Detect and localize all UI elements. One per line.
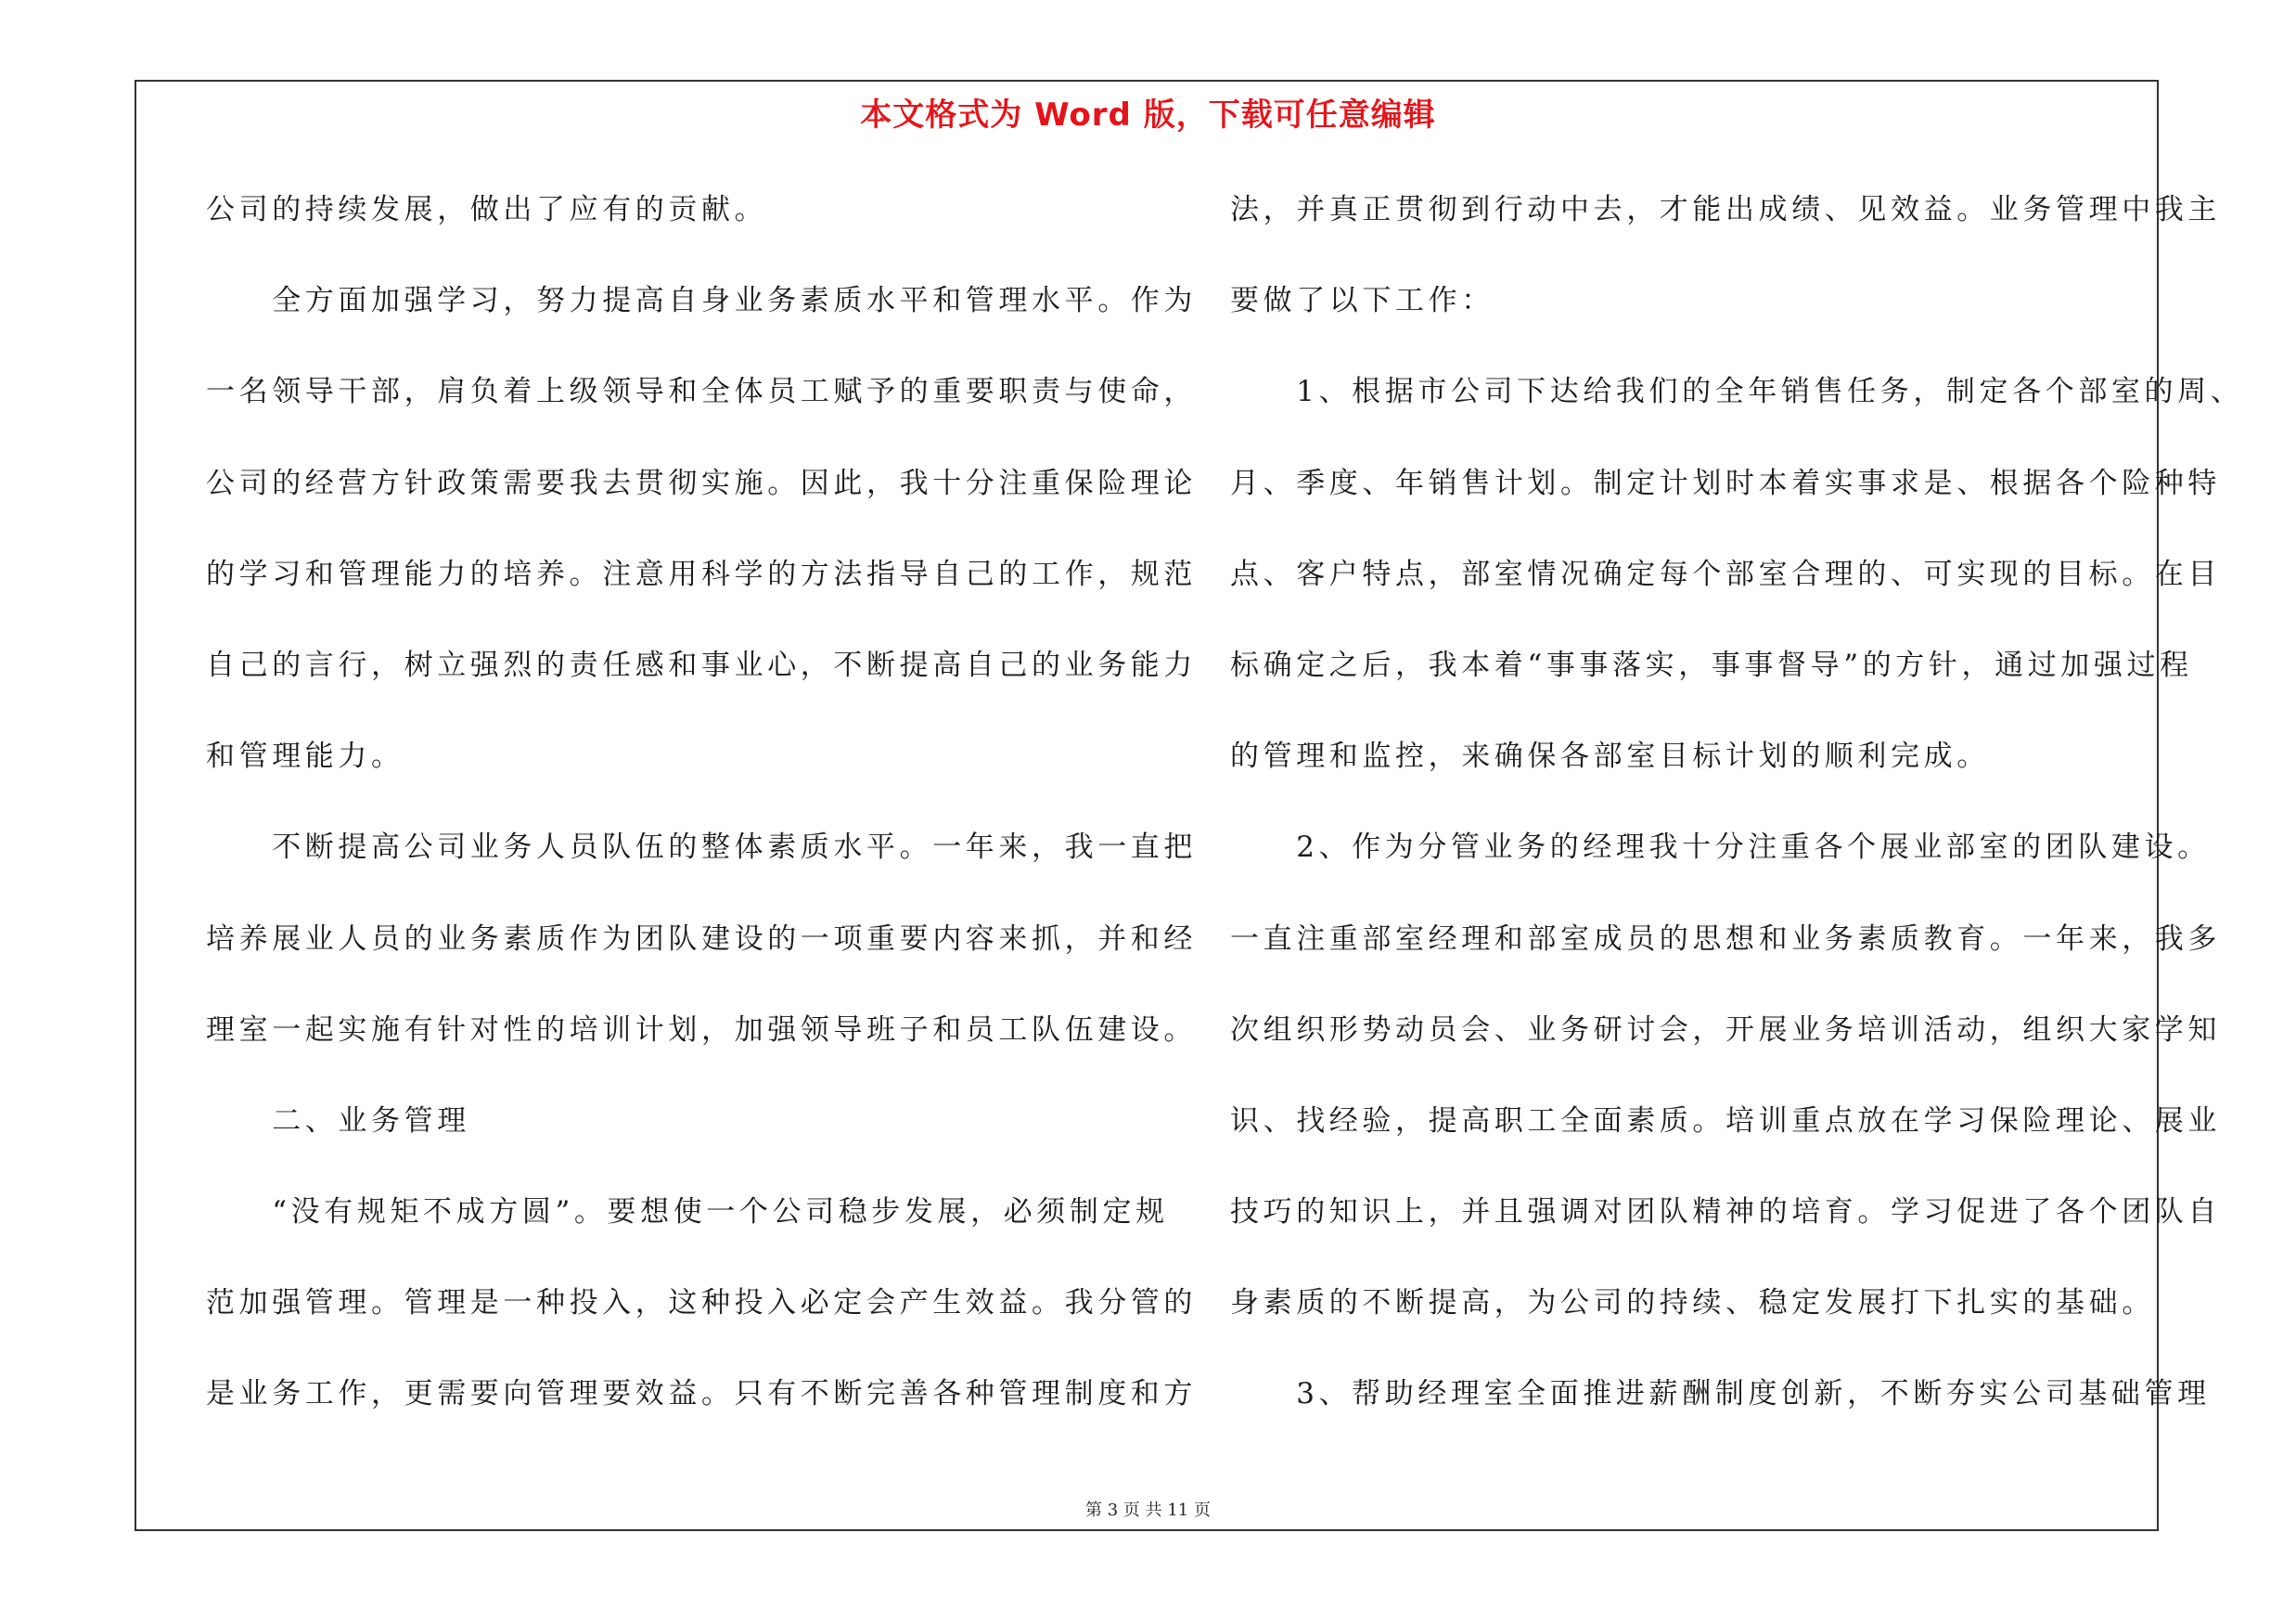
text-line: 识、找经验，提高职工全面素质。培训重点放在学习保险理论、展业 bbox=[1230, 1103, 2221, 1138]
text-line: 范加强管理。管理是一种投入，这种投入必定会产生效益。我分管的 bbox=[206, 1286, 1197, 1320]
text-line: 点、客户特点，部室情况确定每个部室合理的、可实现的目标。在目 bbox=[1230, 557, 2221, 591]
format-notice-banner: 本文格式为 Word 版，下载可任意编辑 bbox=[860, 97, 1436, 134]
text-line: 1、根据市公司下达给我们的全年销售任务，制定各个部室的周、 bbox=[1230, 375, 2244, 409]
text-line: 要做了以下工作： bbox=[1230, 284, 1494, 318]
text-line: 培养展业人员的业务素质作为团队建设的一项重要内容来抓，并和经 bbox=[206, 921, 1197, 956]
text-line: 公司的经营方针政策需要我去贯彻实施。因此，我十分注重保险理论 bbox=[206, 466, 1197, 500]
text-line: 一名领导干部，肩负着上级领导和全体员工赋予的重要职责与使命， bbox=[206, 375, 1197, 409]
page-number-footer: 第 3 页 共 11 页 bbox=[1085, 1501, 1211, 1520]
text-line: 身素质的不断提高，为公司的持续、稳定发展打下扎实的基础。 bbox=[1230, 1286, 2155, 1320]
text-line: 自己的言行，树立强烈的责任感和事业心，不断提高自己的业务能力 bbox=[206, 648, 1197, 682]
text-line: 标确定之后，我本着“事事落实，事事督导”的方针，通过加强过程 bbox=[1230, 648, 2193, 682]
text-line: 是业务工作，更需要向管理要效益。只有不断完善各种管理制度和方 bbox=[206, 1377, 1197, 1411]
text-line: 不断提高公司业务人员队伍的整体素质水平。一年来，我一直把 bbox=[206, 831, 1197, 865]
section-heading: 二、业务管理 bbox=[206, 1103, 470, 1138]
text-line: 全方面加强学习，努力提高自身业务素质水平和管理水平。作为 bbox=[206, 284, 1197, 318]
left-text-column bbox=[206, 182, 1197, 1458]
text-line: 的学习和管理能力的培养。注意用科学的方法指导自己的工作，规范 bbox=[206, 557, 1197, 591]
text-line: 一直注重部室经理和部室成员的思想和业务素质教育。一年来，我多 bbox=[1230, 921, 2221, 956]
text-line: 法，并真正贯彻到行动中去，才能出成绩、见效益。业务管理中我主 bbox=[1230, 193, 2221, 226]
text-line: 的管理和监控，来确保各部室目标计划的顺利完成。 bbox=[1230, 740, 1990, 774]
text-line: 2、作为分管业务的经理我十分注重各个展业部室的团队建设。 bbox=[1230, 831, 2211, 865]
text-line: 技巧的知识上，并且强调对团队精神的培育。学习促进了各个团队自 bbox=[1230, 1195, 2221, 1230]
text-line: 次组织形势动员会、业务研讨会，开展业务培训活动，组织大家学知 bbox=[1230, 1012, 2221, 1047]
text-line: “没有规矩不成方圆”。要想使一个公司稳步发展，必须制定规 bbox=[206, 1195, 1169, 1230]
text-line: 理室一起实施有针对性的培训计划，加强领导班子和员工队伍建设。 bbox=[206, 1012, 1197, 1047]
text-line: 3、帮助经理室全面推进薪酬制度创新，不断夯实公司基础管理 bbox=[1230, 1377, 2211, 1411]
text-line: 和管理能力。 bbox=[206, 740, 404, 774]
right-text-column bbox=[1230, 182, 2244, 1458]
text-line: 月、季度、年销售计划。制定计划时本着实事求是、根据各个险种特 bbox=[1230, 466, 2221, 500]
text-line: 公司的持续发展，做出了应有的贡献。 bbox=[206, 193, 768, 226]
